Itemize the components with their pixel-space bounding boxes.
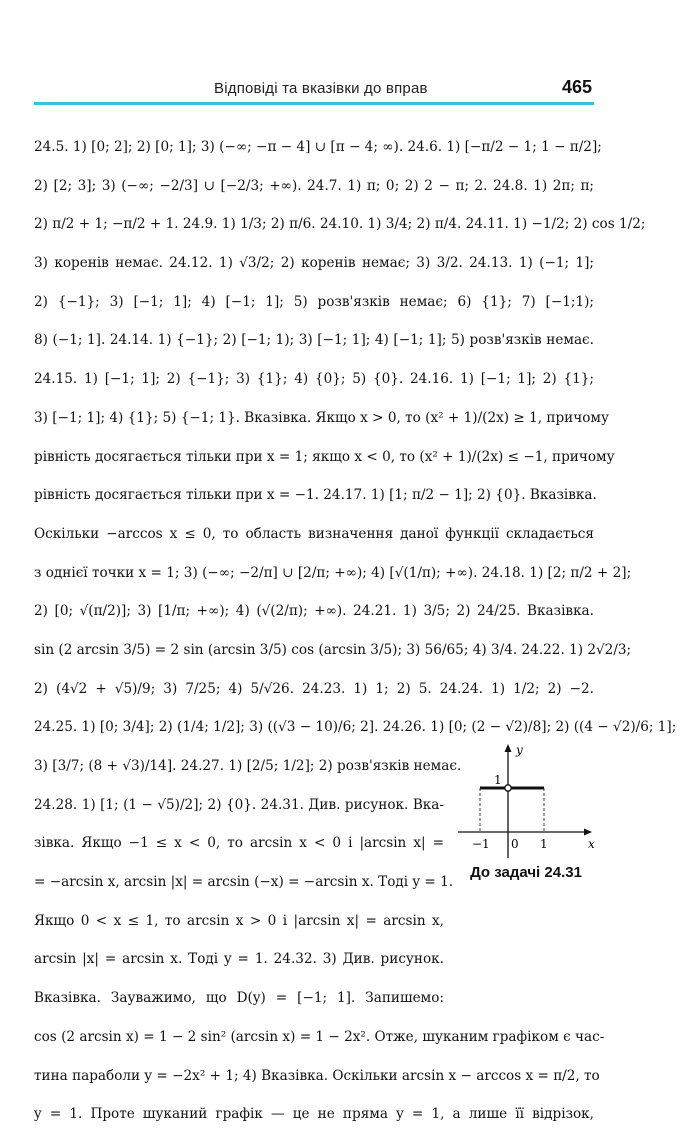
text-line: тина параболи y = −2x² + 1; 4) Вказівка. Оскільки arcsin x − arccos x = π/2, то <box>34 1067 600 1084</box>
text-line: 3) коренів немає. 24.12. 1) √3/2; 2) коренів немає; 3) 3/2. 24.13. 1) (−1; 1]; <box>34 255 594 272</box>
text-line: Вказівка. Зауважимо, що D(y) = [−1; 1]. Запишемо: <box>34 990 444 1007</box>
text-line: 24.28. 1) [1; (1 − √5)/2]; 2) {0}. 24.31. Див. рисунок. Вка- <box>34 796 444 813</box>
text-line: 8) (−1; 1]. 24.14. 1) {−1}; 2) [−1; 1); 3) [−1; 1]; 4) [−1; 1]; 5) розв'язків немає. <box>34 332 594 349</box>
origin-label: 0 <box>511 837 519 851</box>
text-line: рівність досягається тільки при x = 1; якщо x < 0, то (x² + 1)/(2x) ≤ −1, причому <box>34 448 615 465</box>
text-line: Оскільки −arccos x ≤ 0, то область визначення даної функції складається <box>34 525 594 542</box>
text-line: cos (2 arcsin x) = 1 − 2 sin² (arcsin x) = 1 − 2x². Отже, шуканим графіком є час- <box>34 1028 605 1045</box>
text-line: рівність досягається тільки при x = −1. 24.17. 1) [1; π/2 − 1]; 2) {0}. Вказівка. <box>34 487 597 504</box>
figure-24-31 <box>456 740 596 900</box>
x-tick-one: 1 <box>540 837 548 851</box>
running-title: Відповіді та вказівки до вправ <box>214 80 428 97</box>
text-line: 3) [3/7; (8 + √3)/14]. 24.27. 1) [2/5; 1/2]; 2) розв'язків немає. <box>34 758 462 774</box>
text-line: 2) (4√2 + √5)/9; 3) 7/25; 4) 5/√26. 24.23. 1) 1; 2) 5. 24.24. 1) 1/2; 2) −2. <box>34 680 594 697</box>
open-point <box>505 785 511 791</box>
text-line: з однієї точки x = 1; 3) (−∞; −2/π] ∪ [2/π; +∞); 4) [√(1/π); +∞). 24.18. 1) [2; π/2 + 2]; <box>34 564 632 581</box>
text-line: arcsin |x| = arcsin x. Тоді y = 1. 24.32. 3) Див. рисунок. <box>34 951 444 968</box>
text-line: зівка. Якщо −1 ≤ x < 0, то arcsin x < 0 і |arcsin x| = <box>34 835 444 852</box>
text-line: Якщо 0 < x ≤ 1, то arcsin x > 0 і |arcsin x| = arcsin x, <box>34 912 444 929</box>
text-line: 2) {−1}; 3) [−1; 1]; 4) [−1; 1]; 5) розв'язків немає; 6) {1}; 7) [−1;1); <box>34 293 594 310</box>
header-rule <box>34 102 594 105</box>
text-line: 2) [0; √(π/2)]; 3) [1/π; +∞); 4) (√(2/π); +∞). 24.21. 1) 3/5; 2) 24/25. Вказівка. <box>34 603 594 620</box>
answers-text <box>34 128 677 1134</box>
text-line: 24.5. 1) [0; 2]; 2) [0; 1]; 3) (−∞; −π − 4] ∪ [π − 4; ∞). 24.6. 1) [−π/2 − 1; 1 − π/2]; <box>34 139 602 155</box>
y-axis-arrow-icon <box>505 744 512 752</box>
page-header <box>34 72 594 104</box>
figure-caption: До задачі 24.31 <box>470 864 582 881</box>
graph <box>456 740 596 860</box>
text-line: = −arcsin x, arcsin |x| = arcsin (−x) = −arcsin x. Тоді y = 1. <box>34 874 454 891</box>
text-line: 24.15. 1) [−1; 1]; 2) {−1}; 3) {1}; 4) {0}; 5) {0}. 24.16. 1) [−1; 1]; 2) {1}; <box>34 371 594 388</box>
text-line: 2) [2; 3]; 3) (−∞; −2/3] ∪ [−2/3; +∞). 24.7. 1) π; 0; 2) 2 − π; 2. 24.8. 1) 2π; π; <box>34 177 594 194</box>
x-axis-arrow-icon <box>584 829 592 836</box>
text-line: 2) π/2 + 1; −π/2 + 1. 24.9. 1) 1/3; 2) π/6. 24.10. 1) 3/4; 2) π/4. 24.11. 1) −1/2; 2) cos 1/2; <box>34 216 646 233</box>
x-axis-label: x <box>588 837 595 851</box>
text-line: sin (2 arcsin 3/5) = 2 sin (arcsin 3/5) cos (arcsin 3/5); 3) 56/65; 4) 3/4. 24.22. 1) 2√2/3; <box>34 641 632 658</box>
x-tick-minus-one: −1 <box>472 837 490 851</box>
text-line: 24.25. 1) [0; 3/4]; 2) (1/4; 1/2]; 3) ((√3 − 10)/6; 2]. 24.26. 1) [0; (2 − √2)/8]; 2) ((4 − √2)/6; 1]; <box>34 719 677 736</box>
text-line: 3) [−1; 1]; 4) {1}; 5) {−1; 1}. Вказівка. Якщо x > 0, то (x² + 1)/(2x) ≥ 1, причому <box>34 409 609 426</box>
y-axis-label: y <box>516 743 523 757</box>
page-number: 465 <box>561 77 592 97</box>
y-tick-one: 1 <box>494 773 502 787</box>
text-line: y = 1. Проте шуканий графік — це не пряма y = 1, а лише її відрізок, <box>34 1106 594 1123</box>
